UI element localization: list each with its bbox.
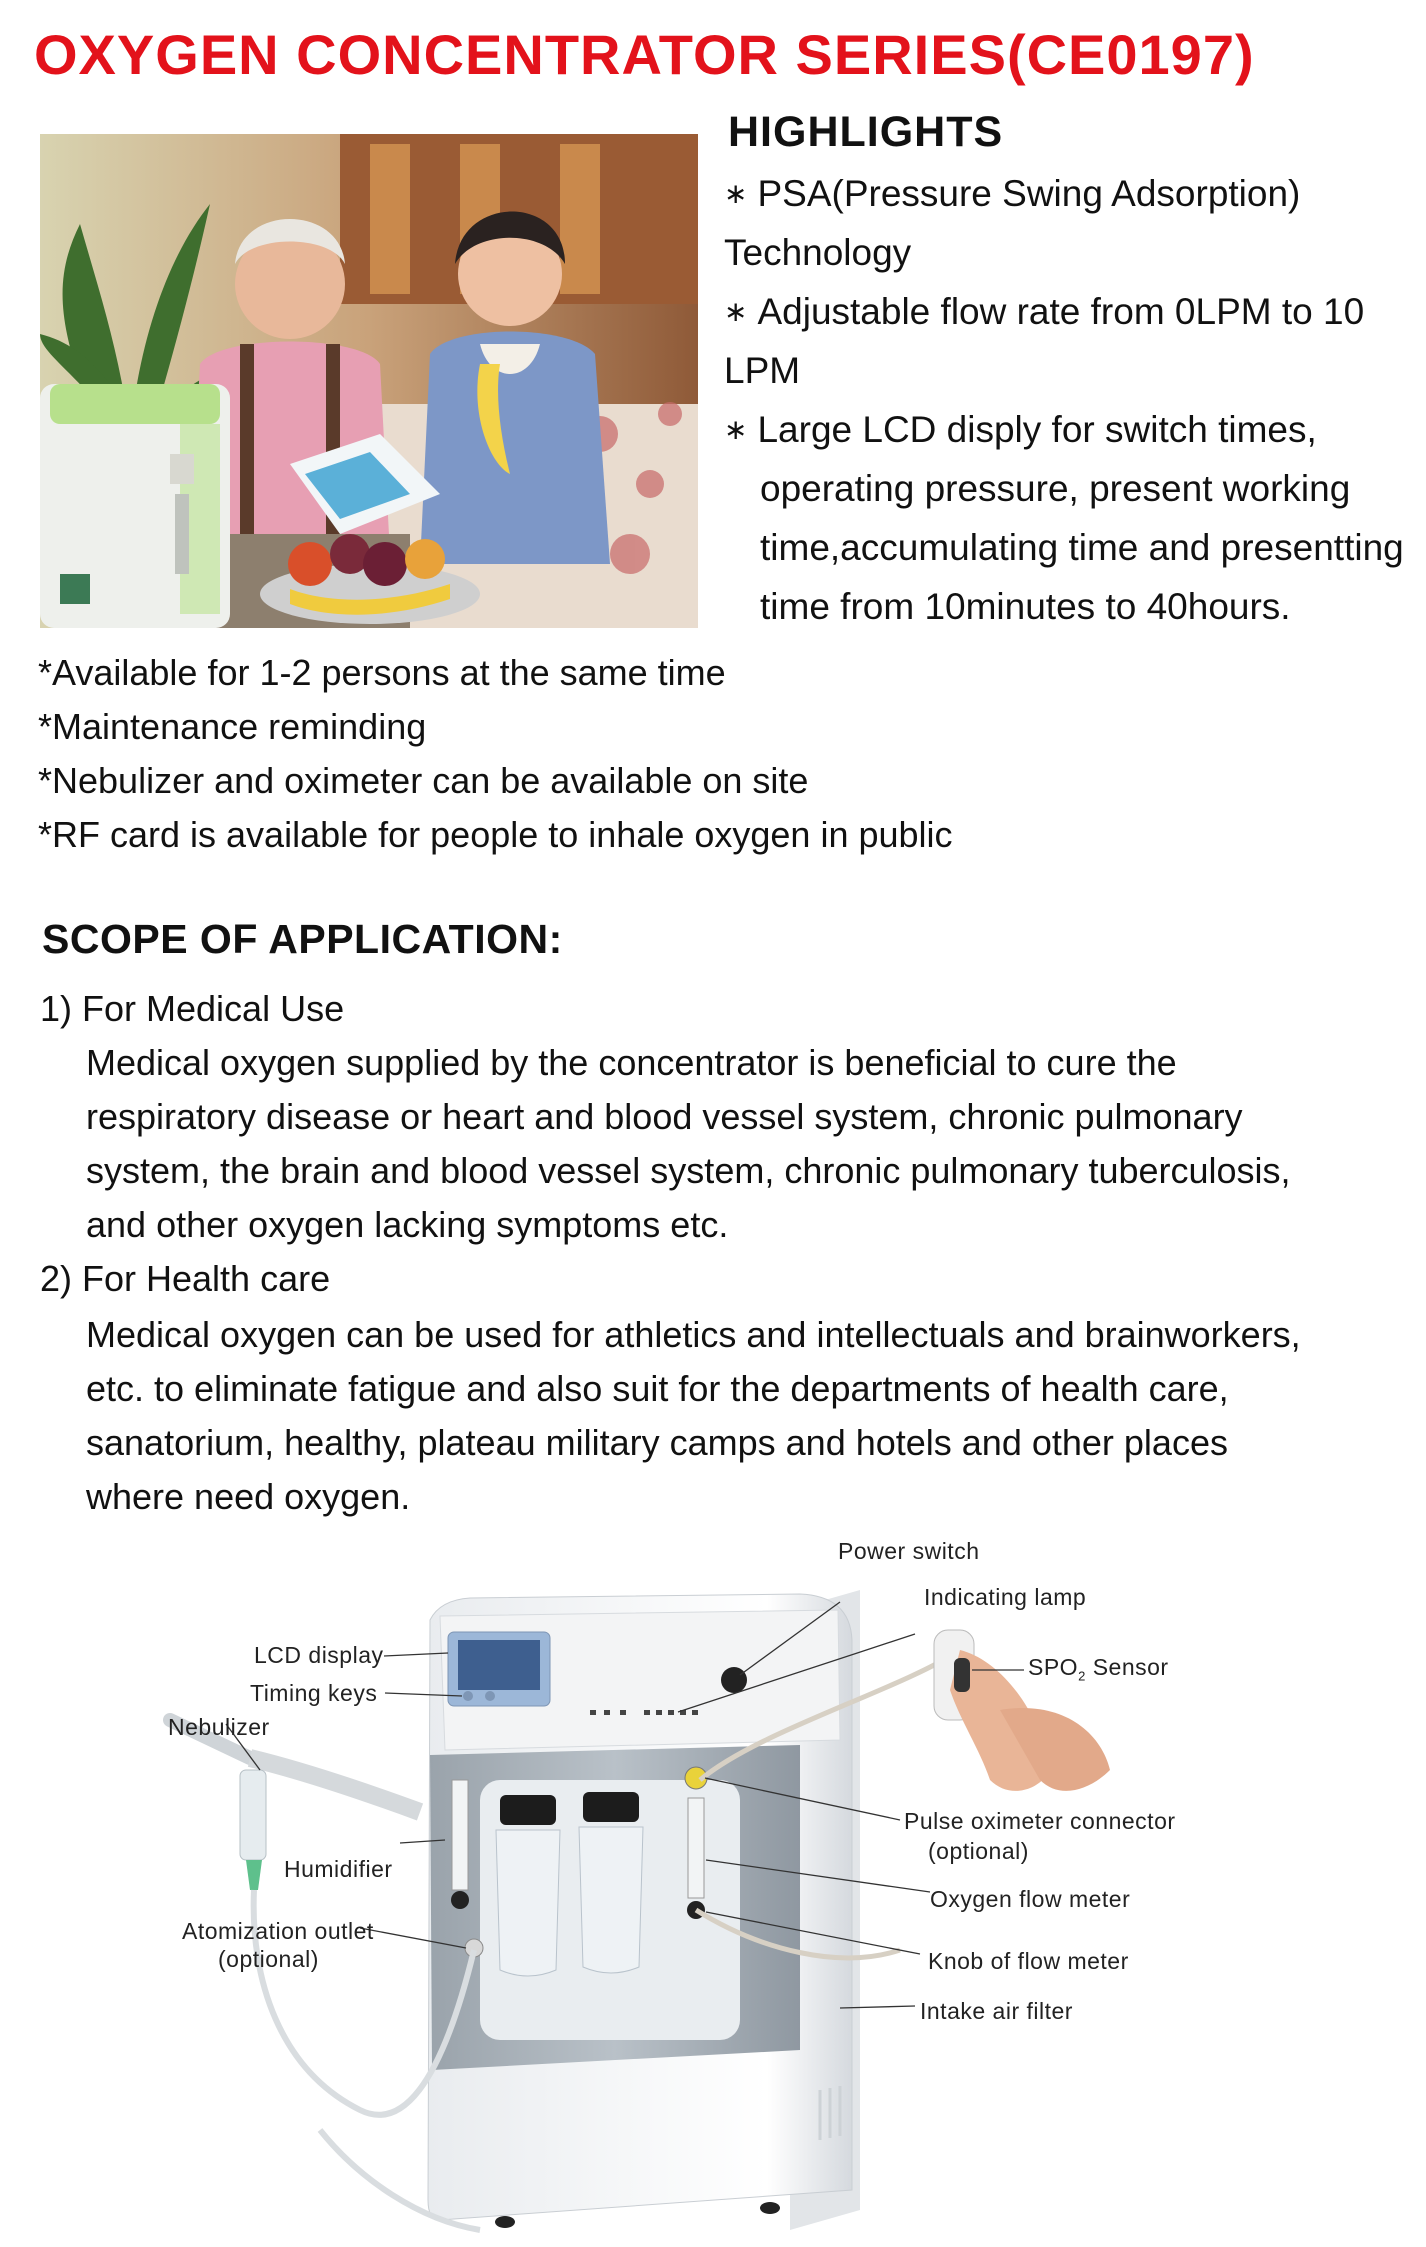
concentrator-illustration — [0, 1530, 1426, 2242]
health-care-line: etc. to eliminate fatigue and also suit for the departments of health care, — [86, 1368, 1229, 1409]
highlight-item-continued: operating pressure, present working — [760, 468, 1351, 509]
label-knob-of-flow-meter: Knob of flow meter — [928, 1948, 1129, 1974]
medical-use-line: Medical oxygen supplied by the concentrator is beneficial to cure the — [86, 1042, 1177, 1083]
medical-use-line: respiratory disease or heart and blood vessel system, chronic pulmonary — [86, 1096, 1243, 1137]
feature-item: *Maintenance reminding — [38, 706, 427, 747]
label-atomization-outlet: Atomization outlet — [182, 1918, 374, 1944]
page-title: OXYGEN CONCENTRATOR SERIES(CE0197) — [34, 23, 1255, 86]
medical-use-line: and other oxygen lacking symptoms etc. — [86, 1204, 729, 1245]
scope-heading: SCOPE OF APPLICATION: — [42, 916, 563, 962]
feature-item: *Nebulizer and oximeter can be available on site — [38, 760, 809, 801]
label-intake-air-filter: Intake air filter — [920, 1998, 1073, 2024]
highlight-item-continued: time from 10minutes to 40hours. — [760, 586, 1291, 627]
medical-use-heading: 1) For Medical Use — [40, 988, 345, 1029]
feature-item: *Available for 1-2 persons at the same time — [38, 652, 726, 693]
health-care-line: Medical oxygen can be used for athletics and intellectuals and brainworkers, — [86, 1314, 1301, 1355]
label-oxygen-flow-meter: Oxygen flow meter — [930, 1886, 1131, 1912]
label-pulse-oximeter-connector: Pulse oximeter connector — [904, 1808, 1176, 1834]
label-lcd-display: LCD display — [254, 1642, 384, 1668]
label-nebulizer: Nebulizer — [168, 1714, 270, 1740]
highlight-item-continued: LPM — [724, 350, 801, 391]
label-spo2-sensor: $SPO_2$ Sensor — [1028, 1654, 1169, 1684]
highlights-heading: HIGHLIGHTS — [728, 108, 1004, 156]
health-care-line: sanatorium, healthy, plateau military camps and hotels and other places — [86, 1422, 1228, 1463]
health-care-line: where need oxygen. — [86, 1476, 411, 1517]
label-pulse-optional: (optional) — [928, 1838, 1029, 1864]
label-humidifier: Humidifier — [284, 1856, 393, 1882]
medical-use-line: system, the brain and blood vessel system, chronic pulmonary tuberculosis, — [86, 1150, 1291, 1191]
highlight-item: ∗ Adjustable flow rate from 0LPM to 10 — [724, 291, 1365, 332]
health-care-heading: 2) For Health care — [40, 1258, 331, 1299]
bullet-star-icon: ∗ — [724, 414, 748, 445]
label-atomization-optional: (optional) — [218, 1946, 319, 1972]
product-lifestyle-photo — [40, 134, 698, 628]
bullet-star-icon: ∗ — [724, 178, 748, 209]
highlight-item-continued: Technology — [724, 232, 912, 273]
label-power-switch: Power switch — [838, 1538, 980, 1564]
label-indicating-lamp: Indicating lamp — [924, 1584, 1087, 1610]
label-timing-keys: Timing keys — [250, 1680, 378, 1706]
product-diagram — [0, 1530, 1426, 2242]
bullet-star-icon: ∗ — [724, 296, 748, 327]
highlight-item: ∗ PSA(Pressure Swing Adsorption) — [724, 173, 1301, 214]
highlight-item: ∗ Large LCD disply for switch times, — [724, 409, 1317, 450]
highlight-item-continued: time,accumulating time and presentting — [760, 527, 1404, 568]
feature-item: *RF card is available for people to inhale oxygen in public — [38, 814, 953, 855]
